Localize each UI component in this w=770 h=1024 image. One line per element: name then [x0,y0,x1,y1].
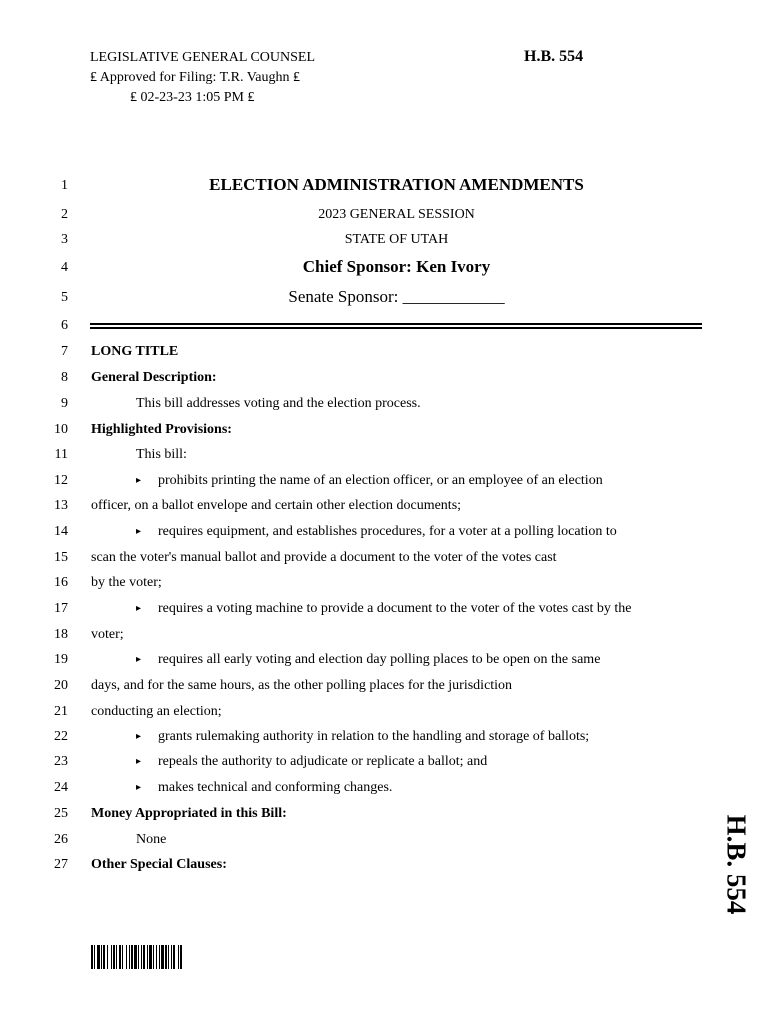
provision-continuation: by the voter; [91,575,162,590]
line-number: 20 [54,678,68,693]
provision-item [136,524,700,540]
provision-text: repeals the authority to adjudicate or replicate a ballot; and [158,754,488,769]
line-number: 16 [54,575,68,590]
bullet-icon: ▸ [136,475,142,486]
line-number: 7 [61,344,68,359]
bill-number: H.B. 554 [524,48,584,65]
session-label: 2023 GENERAL SESSION [318,207,475,222]
barcode-icon [91,945,231,969]
bullet-icon: ▸ [136,654,142,665]
line-number: 15 [54,550,68,565]
line-number: 12 [54,473,68,488]
line-number: 1 [61,178,68,193]
senate-sponsor: Senate Sponsor: ____________ [288,287,505,306]
provision-item [136,780,700,796]
line-number: 27 [54,857,68,872]
provision-item [136,652,700,668]
provision-text: requires a voting machine to provide a document to the voter of the votes cast by the [158,601,632,616]
bullet-icon: ▸ [136,603,142,614]
bullet-icon: ▸ [136,782,142,793]
state-label: STATE OF UTAH [344,232,449,247]
side-bill-label [716,812,756,916]
provision-text: prohibits printing the name of an election officer, or an employee of an election [158,473,603,488]
provision-text: requires all early voting and election day polling places to be open on the same [158,652,601,667]
header-block [90,48,315,108]
line-number: 2 [61,207,68,222]
chief-sponsor: Chief Sponsor: Ken Ivory [302,257,491,276]
line-number: 18 [54,627,68,642]
provision-item [136,729,700,745]
line-number: 26 [54,832,68,847]
provision-continuation: days, and for the same hours, as the other polling places for the jurisdiction [91,678,513,693]
provision-continuation: scan the voter's manual ballot and provide a document to the voter of the votes cast [91,550,557,565]
bill-title: ELECTION ADMINISTRATION AMENDMENTS [209,175,584,194]
line-number: 4 [61,260,68,275]
line-number: 10 [54,422,68,437]
side-bill-text: H.B. 554 [721,814,752,914]
datetime-label: ₤ 02-23-23 1:05 PM ₤ [130,90,255,105]
description-text: This bill addresses voting and the election process. [136,396,421,411]
other-clauses-heading: Other Special Clauses: [91,857,227,872]
provision-item [136,601,700,617]
long-title-heading: LONG TITLE [91,344,179,359]
line-number: 25 [54,806,68,821]
line-number: 17 [54,601,68,616]
provision-continuation: officer, on a ballot envelope and certain other election documents; [91,498,462,513]
provision-text: grants rulemaking authority in relation to the handling and storage of ballots; [158,729,590,744]
title-rule-top [90,323,702,325]
title-rule-bottom [90,327,702,329]
line-number: 24 [54,780,68,795]
bullet-icon: ▸ [136,526,142,537]
provision-text: requires equipment, and establishes procedures, for a voter at a polling location to [158,524,617,539]
line-number: 9 [61,396,68,411]
general-description-heading: General Description: [91,370,217,385]
this-bill-text: This bill: [136,447,187,462]
line-number: 23 [54,754,68,769]
bullet-icon: ▸ [136,731,142,742]
approved-label: ₤ Approved for Filing: T.R. Vaughn ₤ [90,70,300,85]
line-number: 22 [54,729,68,744]
provision-continuation: conducting an election; [91,704,222,719]
line-number: 13 [54,498,68,513]
bullet-icon: ▸ [136,756,142,767]
provision-continuation: voter; [91,627,124,642]
line-number: 3 [61,232,68,247]
line-number: 19 [54,652,68,667]
line-number: 14 [54,524,68,539]
line-number: 8 [61,370,68,385]
line-number: 21 [54,704,68,719]
money-text: None [136,832,167,847]
counsel-label: LEGISLATIVE GENERAL COUNSEL [90,50,316,65]
highlighted-provisions-heading: Highlighted Provisions: [91,422,232,437]
provision-item [136,754,700,770]
provision-item [136,473,700,489]
provision-text: makes technical and conforming changes. [158,780,393,795]
line-number: 6 [61,318,68,333]
line-number: 11 [54,447,68,462]
money-heading: Money Appropriated in this Bill: [91,806,287,821]
line-number: 5 [61,290,68,305]
